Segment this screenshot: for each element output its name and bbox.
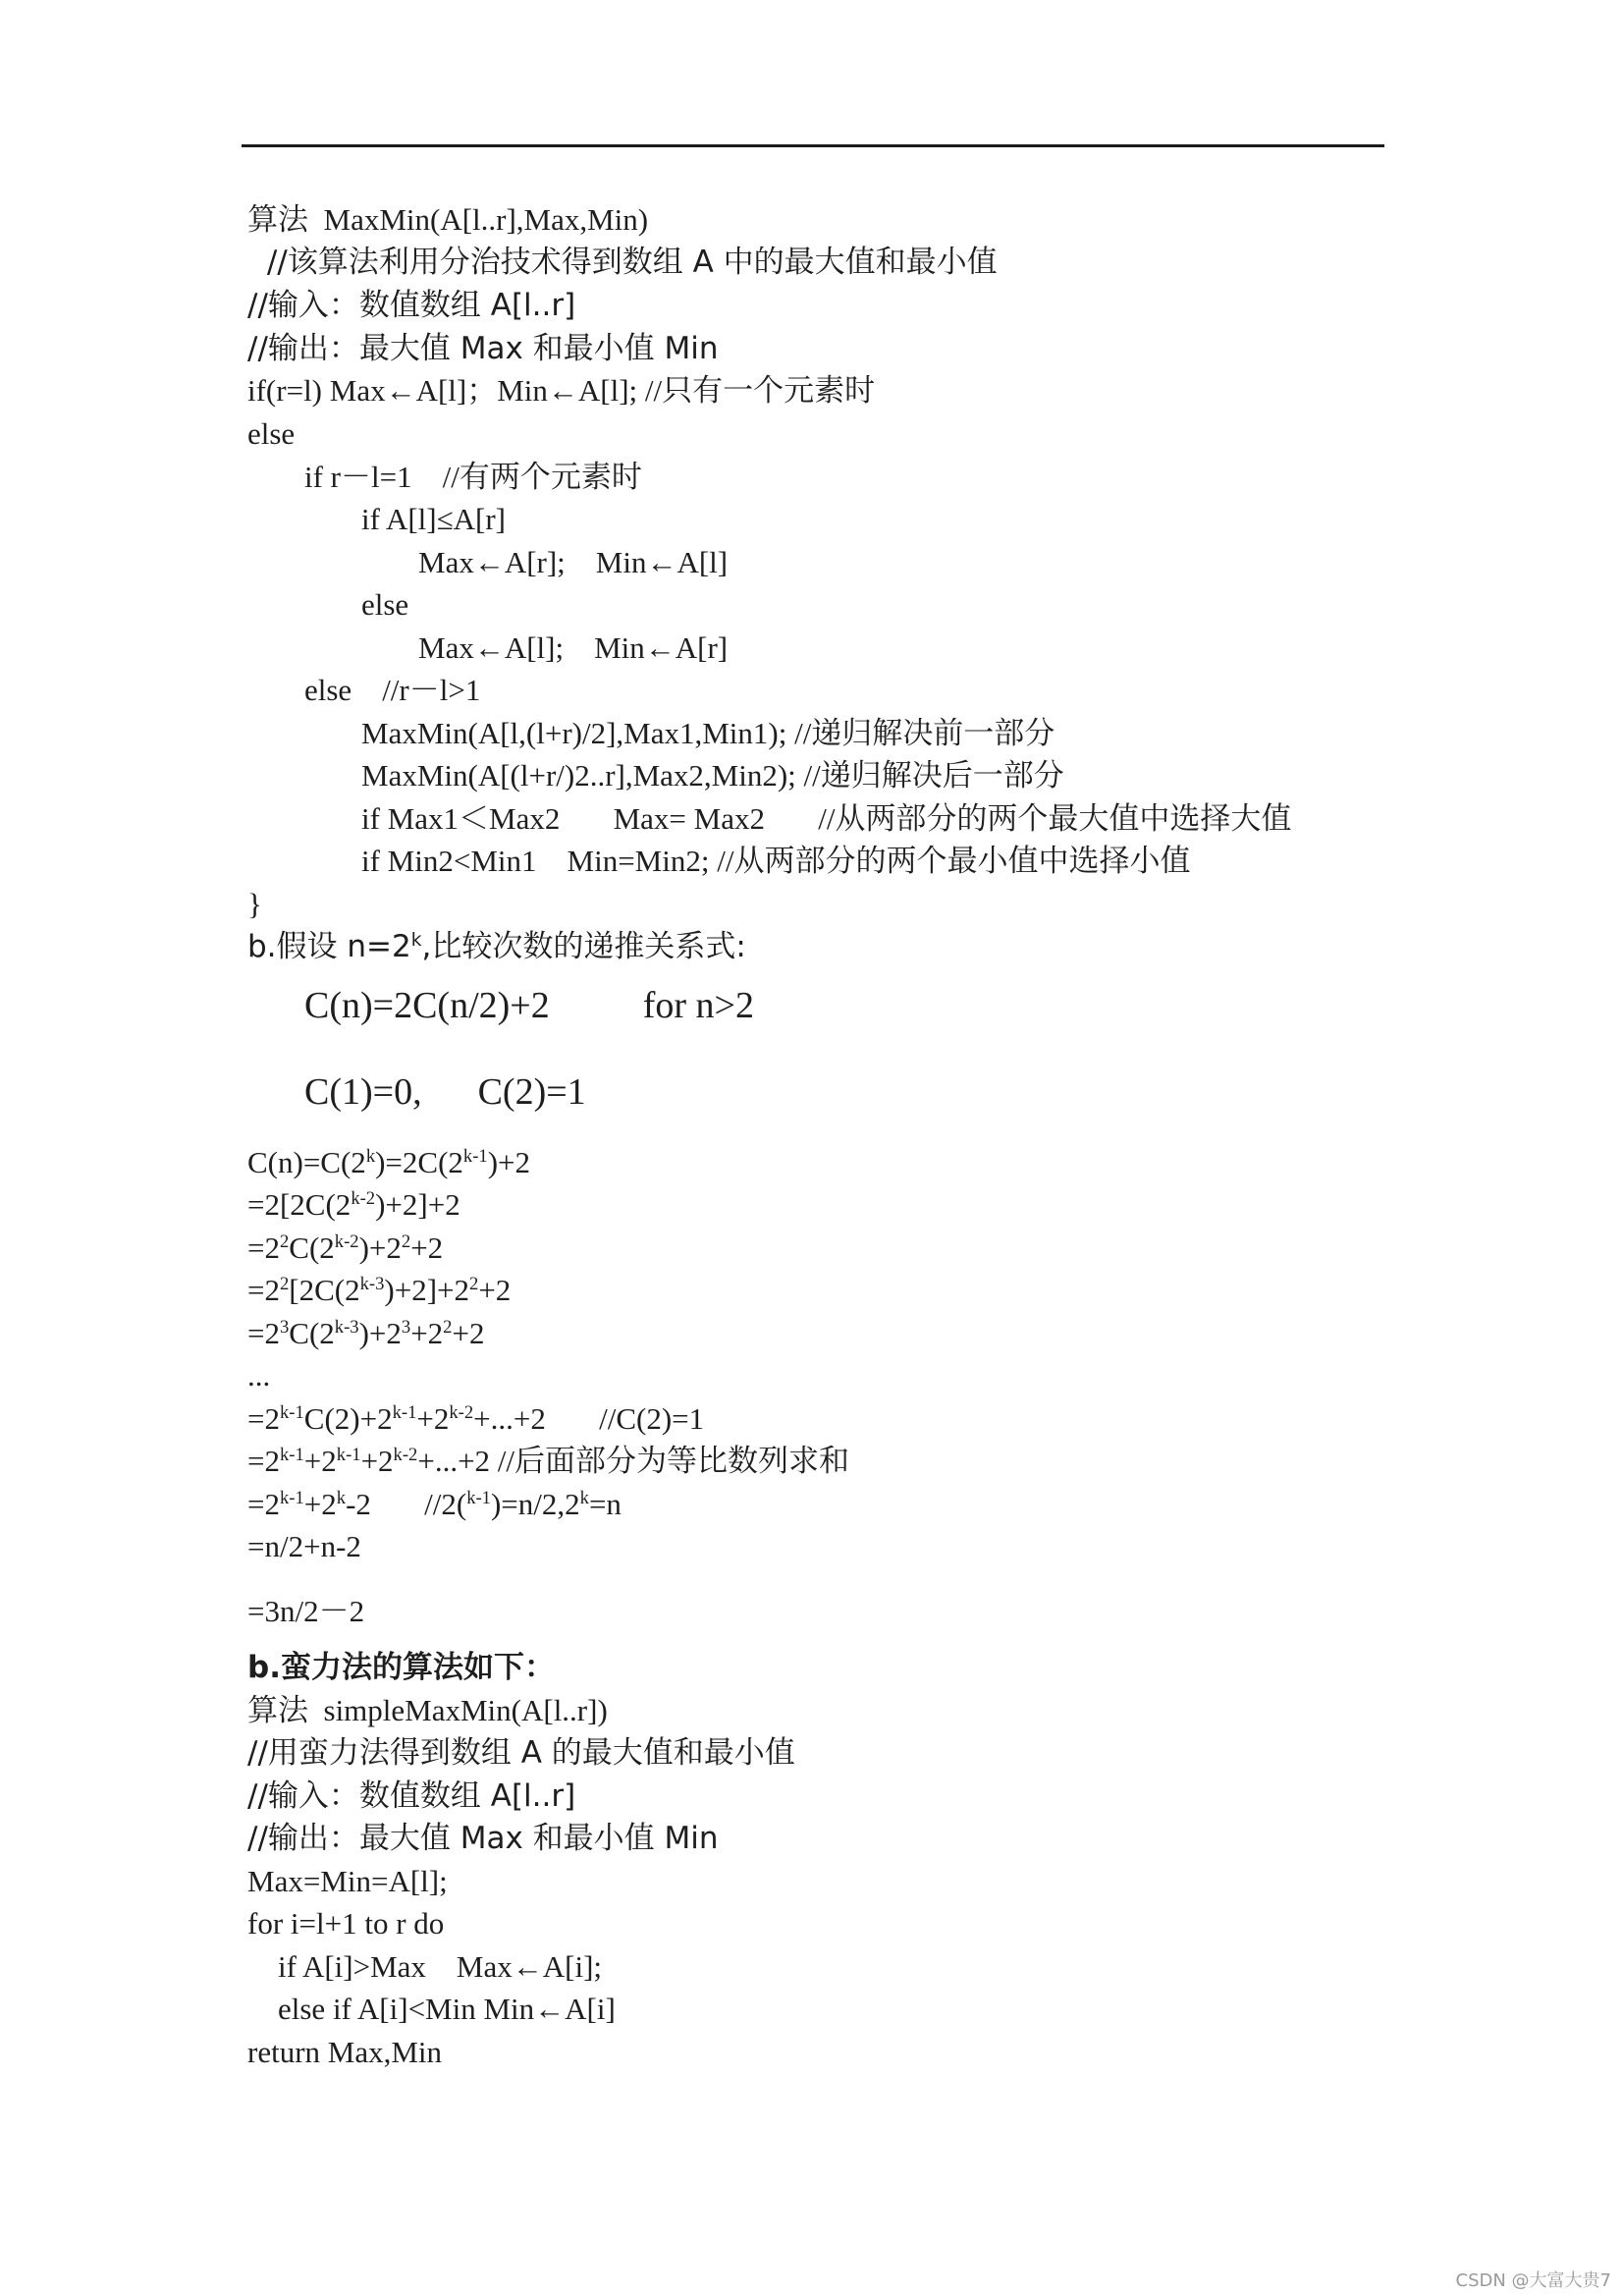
algo-line-ifcmp: if A[l]≤A[r] [361, 502, 506, 536]
brute-init: Max=Min=A[l]; [247, 1864, 448, 1898]
brute-comment: //用蛮力法得到数组 A 的最大值和最小值 [247, 1735, 795, 1771]
algo-line-assign1: Max←A[r]; Min←A[l] [418, 545, 729, 579]
brute-output: //输出：最大值 Max 和最小值 Min [247, 1821, 719, 1856]
brute-return: return Max,Min [247, 2035, 443, 2069]
derivation-line: =n/2+n-2 [247, 1529, 361, 1563]
brute-heading: b.蛮力法的算法如下： [247, 1650, 555, 1685]
derivation-line: $=2^2[2C(2^{k-3})+2]+2^2+2$ [247, 1273, 512, 1307]
brute-loop: for i=l+1 to r do [247, 1906, 445, 1941]
derivation-line: $=2^3C(2^{k-3})+2^3+2^2+2$ [247, 1316, 485, 1350]
brute-header: 算法 simpleMaxMin(A[l..r]) [247, 1693, 608, 1727]
algo-line-else3: else //r－l>1 [304, 673, 481, 707]
algo-line-else: else [247, 416, 296, 451]
algo-line-close: } [247, 887, 262, 921]
algo-line-cmp2: if Min2<Min1 Min=Min2; //从两部分的两个最小值中选择小值 [361, 844, 1191, 878]
brute-input: //输入：数值数组 A[l..r] [247, 1778, 576, 1814]
algo-line-if2: if r－l=1 //有两个元素时 [304, 460, 642, 494]
derivation-line: $C(n)=C(2^k)=2C(2^{k-1})+2$ [247, 1145, 531, 1179]
derivation-line: $=2[2C(2^{k-2})+2]+2$ [247, 1187, 460, 1222]
algo-line-rec2: MaxMin(A[(l+r/)2..r],Max2,Min2); //递归解决后一部分 [361, 758, 1064, 793]
derivation-line: $=2^{k-1}+2^k-2$ $//2(^{k-1})=n/2,2^k=n$ [247, 1487, 622, 1521]
derivation-line: $=2^{k-1}C(2)+2^{k-1}+2^{k-2}+...+2$ //C(2)=1 [247, 1401, 705, 1436]
algo-line-cmp1: if Max1＜Max2 Max= Max2 //从两部分的两个最大值中选择大值 [361, 801, 1292, 836]
derivation-line: ... [247, 1358, 271, 1393]
header-rule [242, 144, 1384, 147]
algo-header: 算法 MaxMin(A[l..r],Max,Min) [247, 202, 649, 237]
algo-input: //输入：数值数组 A[l..r] [247, 288, 576, 323]
derivation-line: =3n/2－2 [247, 1594, 365, 1628]
recurrence-eq2: C(1)=0, C(2)=1 [304, 1071, 586, 1113]
brute-if1: if A[i]>Max Max←A[i]; [278, 1949, 603, 1984]
derivation-line: $=2^{k-1}+2^{k-1}+2^{k-2}+...+2$ //后面部分为等比数列求和 [247, 1444, 850, 1478]
algo-line-assign2: Max←A[l]; Min←A[r] [418, 630, 729, 665]
algo-output: //输出：最大值 Max 和最小值 Min [247, 331, 719, 366]
recurrence-eq1: C(n)=2C(n/2)+2 for n>2 [304, 985, 754, 1026]
algo-line-rec1: MaxMin(A[l,(l+r)/2],Max1,Min1); //递归解决前一部分 [361, 716, 1055, 750]
watermark-footer: CSDN @大富大贵7 [1455, 2270, 1611, 2291]
algo-line-else2: else [361, 587, 409, 622]
algo-line-if: if(r=l) Max←A[l]；Min←A[l]; //只有一个元素时 [247, 373, 876, 408]
recurrence-intro [247, 927, 746, 966]
derivation-line: $=2^2C(2^{k-2})+2^2+2$ [247, 1230, 444, 1265]
algo-comment: //该算法利用分治技术得到数组 A 中的最大值和最小值 [257, 245, 998, 280]
recurrence-intro-text: b.假设 $n=2^k$,比较次数的递推关系式: [247, 929, 746, 964]
brute-if2: else if A[i]<Min Min←A[i] [278, 1992, 616, 2026]
